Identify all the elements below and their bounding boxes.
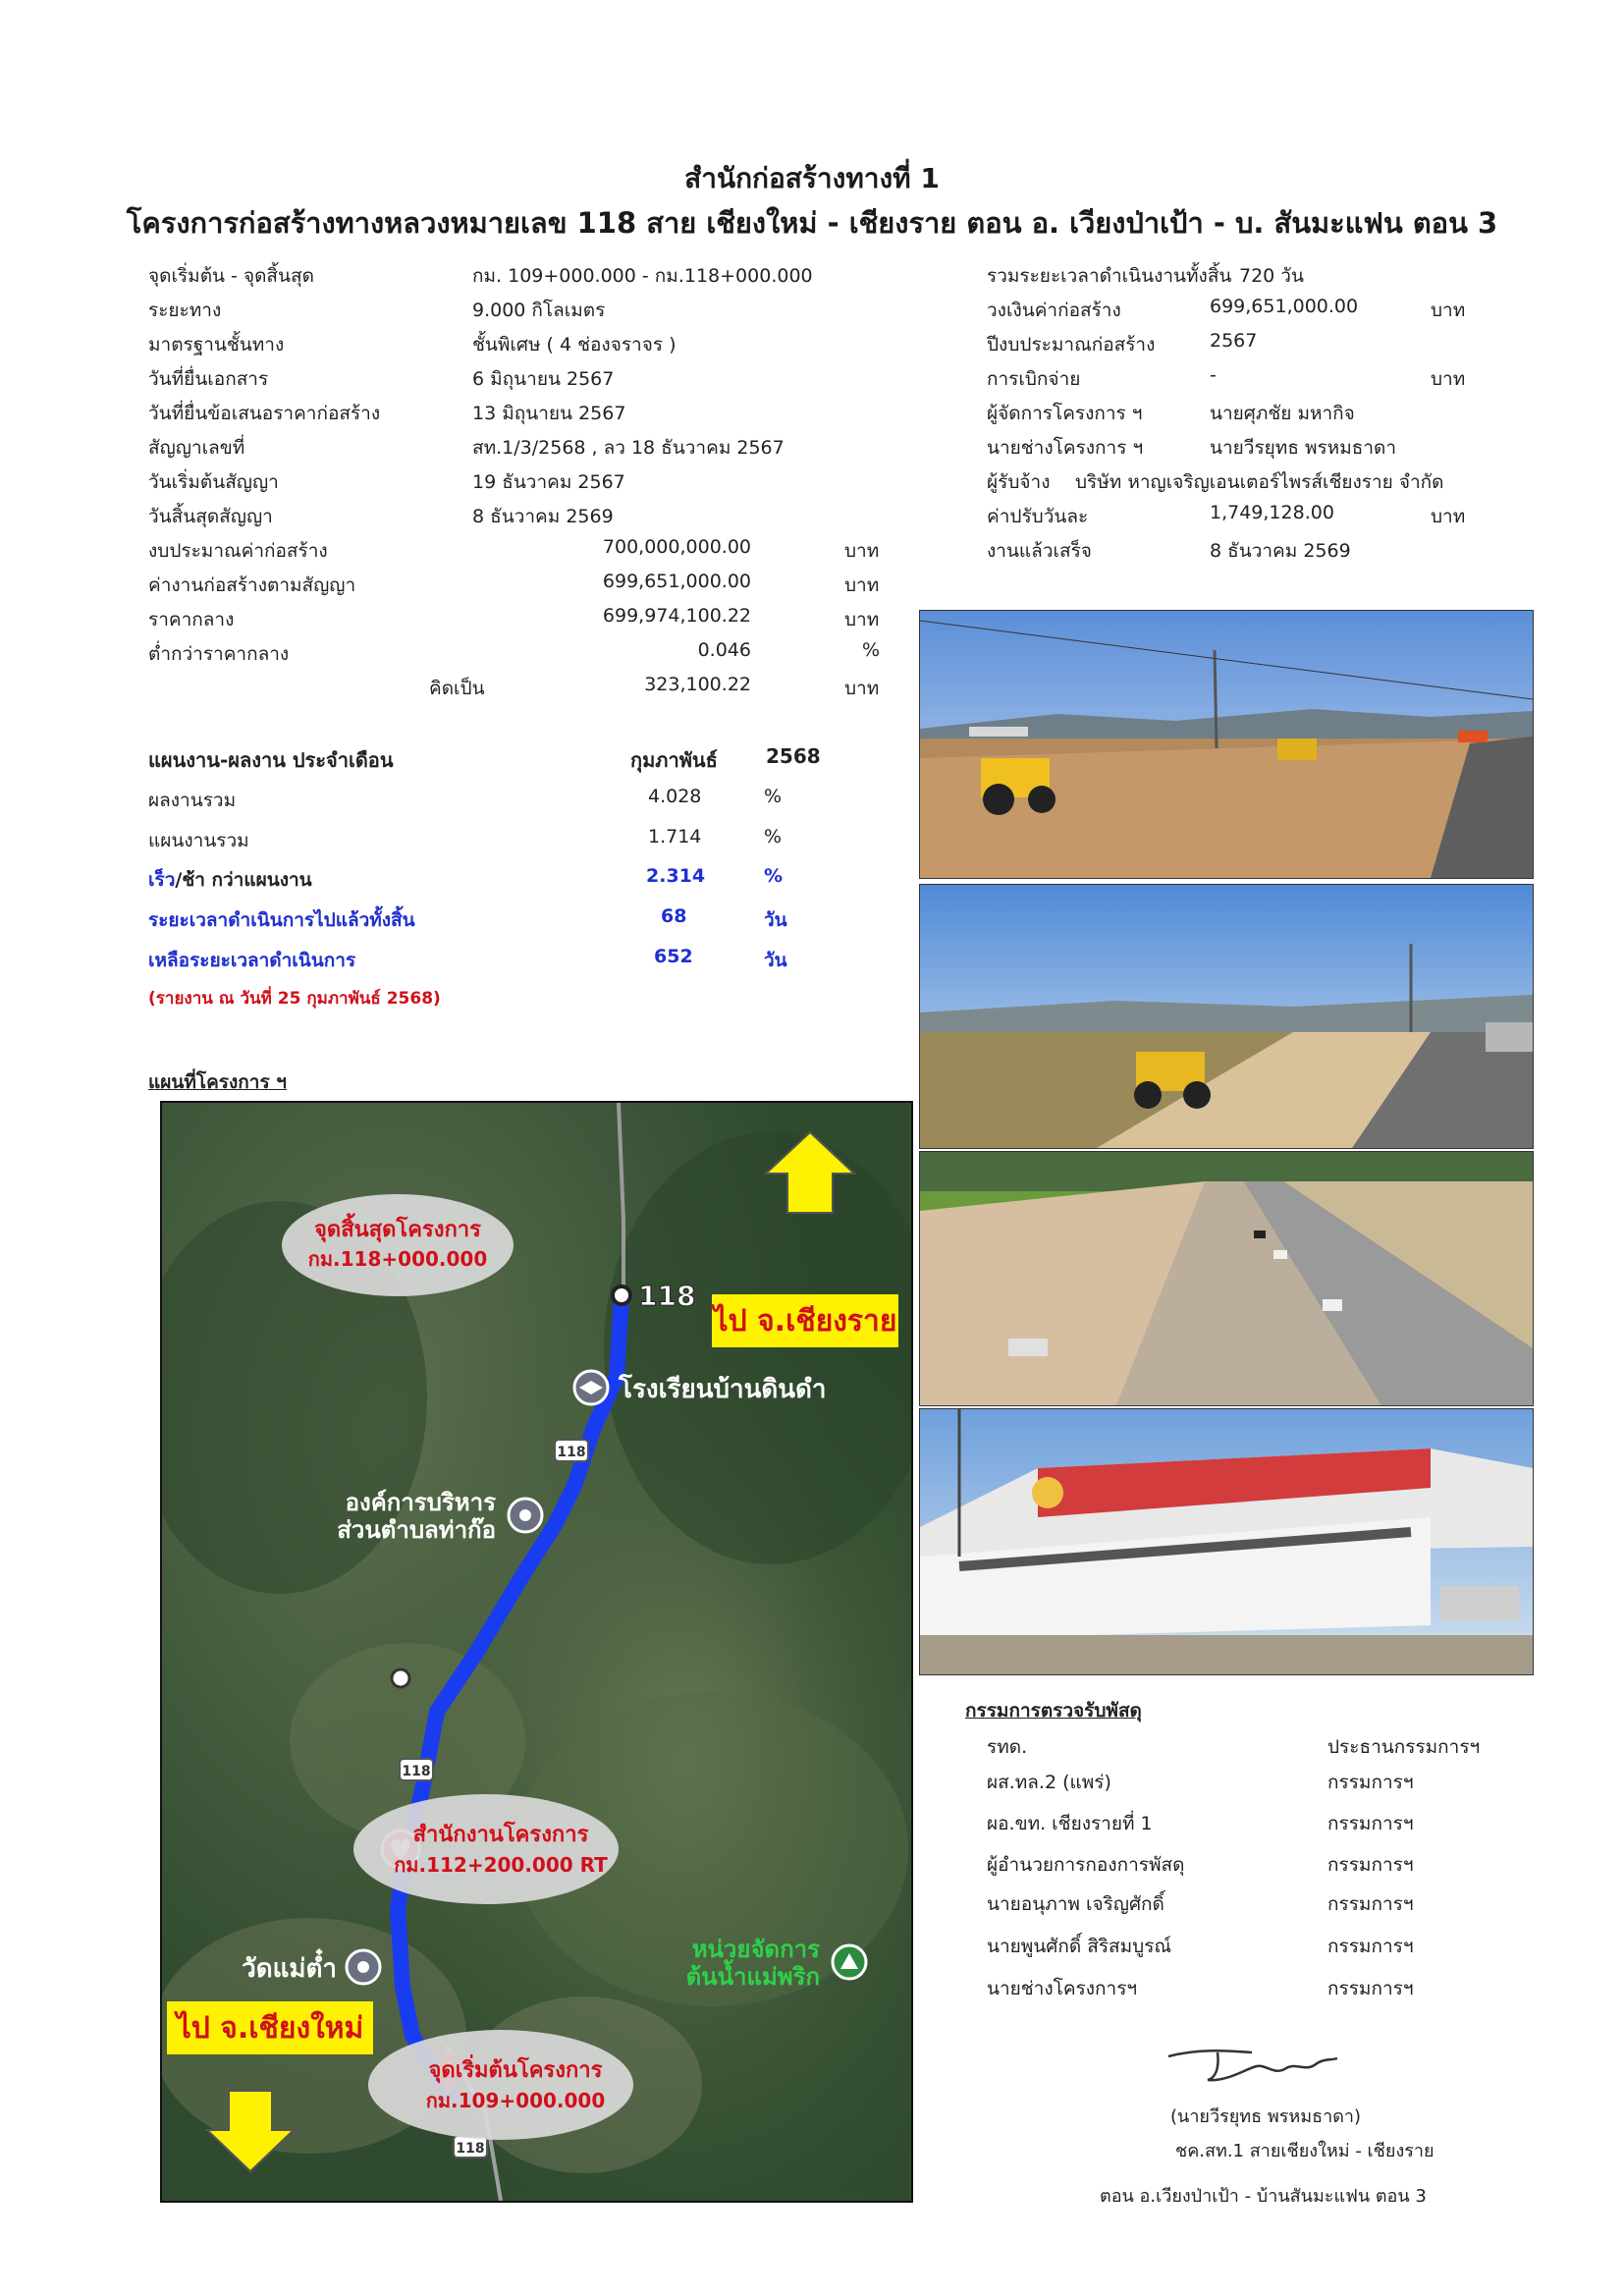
office-callout [353, 1794, 619, 1904]
info-right-unit: บาท [1431, 368, 1466, 390]
info-label: จุดเริ่มต้น - จุดสิ้นสุด [148, 265, 314, 287]
progress-value: 1.714 [648, 826, 702, 847]
budget-value: 700,000,000.00 [602, 536, 751, 558]
progress-unit: % [764, 786, 783, 807]
elapsed-value: 68 [661, 905, 687, 927]
info-right-label: ผู้รับจ้าง [987, 471, 1051, 493]
office-label: สำนักงานโครงการ [412, 1823, 589, 1847]
committee-member-name: ผส.ทล.2 (แพร่) [987, 1772, 1111, 1793]
committee-member-name: รทด. [987, 1736, 1028, 1758]
budget-equiv-unit: บาท [844, 678, 880, 699]
info-value: 6 มิถุนายน 2567 [472, 368, 615, 390]
to-south-label: ไป จ.เชียงใหม่ [176, 2011, 364, 2046]
info-right-unit: บาท [1431, 300, 1466, 321]
info-right-value: นายศุภชัย มหากิจ [1210, 403, 1355, 424]
remaining-value: 652 [654, 946, 693, 967]
sao-label-1: องค์การบริหาร [345, 1489, 496, 1516]
progress-value: 4.028 [648, 786, 702, 807]
committee-member-role: กรรมการฯ [1327, 1978, 1414, 1999]
end-point-marker [613, 1286, 630, 1304]
info-value: สท.1/3/2568 , ลว 18 ธันวาคม 2567 [472, 437, 785, 459]
info-right-label: งานแล้วเสร็จ [987, 540, 1092, 562]
progress-year: 2568 [766, 744, 821, 768]
progress-month: กุมภาพันธ์ [630, 748, 718, 772]
budget-unit: บาท [844, 540, 880, 562]
info-label: วันเริ่มต้นสัญญา [148, 471, 279, 493]
ahead-unit: % [764, 865, 784, 887]
info-value: 19 ธันวาคม 2567 [472, 471, 625, 493]
site-photo-1 [919, 610, 1534, 879]
budget-unit: บาท [844, 574, 880, 596]
committee-member-name: นายช่างโครงการฯ [987, 1978, 1138, 1999]
remaining-label: เหลือระยะเวลาดำเนินการ [148, 950, 356, 971]
budget-label: ราคากลาง [148, 609, 235, 630]
budget-unit: บาท [844, 609, 880, 630]
budget-label: ต่ำกว่าราคากลาง [148, 643, 290, 665]
info-label: วันที่ยื่นข้อเสนอราคาก่อสร้าง [148, 403, 381, 424]
info-value: 9.000 กิโลเมตร [472, 300, 606, 321]
signature-name: (นายวีรยุทธ พรหมธาดา) [1170, 2106, 1362, 2127]
info-right-value: 699,651,000.00 [1210, 296, 1359, 317]
budget-label: งบประมาณค่าก่อสร้าง [148, 540, 328, 562]
ahead-label-rest: /ช้า กว่าแผนงาน [175, 869, 312, 891]
school-label: โรงเรียนบ้านดินดำ [619, 1375, 827, 1404]
committee-heading: กรรมการตรวจรับพัสดุ [965, 1700, 1142, 1722]
forest-label-2: ต้นน้ำแม่พริก [685, 1963, 820, 1991]
start-label: จุดเริ่มต้นโครงการ [428, 2058, 603, 2083]
info-right-value: นายวีรยุทธ พรหมธาดา [1210, 437, 1397, 459]
to-north-label: ไป จ.เชียงราย [713, 1304, 897, 1339]
signature-position: ชค.สท.1 สายเชียงใหม่ - เชียงราย [1175, 2141, 1435, 2161]
budget-value: 699,974,100.22 [602, 605, 751, 627]
ahead-value: 2.314 [646, 865, 706, 887]
signature-section: ตอน อ.เวียงป่าเป้า - บ้านสันมะแฟน ตอน 3 [1100, 2186, 1427, 2207]
info-value: ชั้นพิเศษ ( 4 ช่องจราจร ) [472, 334, 677, 355]
budget-unit: % [862, 639, 881, 661]
info-right-value: 8 ธันวาคม 2569 [1210, 540, 1351, 562]
start-km: กม.109+000.000 [425, 2089, 606, 2112]
budget-equiv-label: คิดเป็น [429, 678, 485, 699]
progress-label: แผนงานรวม [148, 830, 249, 851]
poi-dot [392, 1669, 409, 1687]
project-map [160, 1101, 913, 2203]
committee-member-name: ผอ.ขท. เชียงรายที่ 1 [987, 1813, 1153, 1834]
info-right-label: นายช่างโครงการ ฯ [987, 437, 1144, 459]
info-right-value: 720 วัน [1239, 265, 1304, 287]
temple-label: วัดแม่ต๋ำ [242, 1954, 337, 1984]
info-right-value: บริษัท หาญเจริญเอนเตอร์ไพรส์เชียงราย จำกัด [1075, 471, 1444, 493]
committee-member-role: ประธานกรรมการฯ [1327, 1736, 1481, 1758]
elapsed-label: ระยะเวลาดำเนินการไปแล้วทั้งสิ้น [148, 909, 415, 931]
start-callout [368, 2030, 633, 2140]
info-right-value: 1,749,128.00 [1210, 502, 1334, 523]
committee-member-name: ผู้อำนวยการกองการพัสดุ [987, 1854, 1185, 1876]
info-value: กม. 109+000.000 - กม.118+000.000 [472, 265, 813, 287]
info-label: สัญญาเลขที่ [148, 437, 245, 459]
route-shield-1-label: 118 [557, 1445, 586, 1460]
info-label: มาตรฐานชั้นทาง [148, 334, 285, 355]
route-shield-3-label: 118 [456, 2141, 485, 2157]
progress-unit: % [764, 826, 783, 847]
info-label: ระยะทาง [148, 300, 222, 321]
committee-member-name: นายพูนศักดิ์ สิริสมบูรณ์ [987, 1936, 1172, 1957]
ahead-label [148, 865, 312, 895]
office-title: สำนักก่อสร้างทางที่ 1 [684, 162, 940, 194]
info-right-label: การเบิกจ่าย [987, 368, 1081, 390]
report-date: (รายงาน ณ วันที่ 25 กุมภาพันธ์ 2568) [148, 989, 441, 1009]
info-right-value: 2567 [1210, 330, 1258, 352]
end-callout [282, 1194, 514, 1296]
budget-label: ค่างานก่อสร้างตามสัญญา [148, 574, 356, 596]
end-km: กม.118+000.000 [307, 1247, 488, 1271]
info-right-label: รวมระยะเวลาดำเนินงานทั้งสิ้น [987, 265, 1232, 287]
info-label: วันสิ้นสุดสัญญา [148, 506, 273, 527]
project-title: โครงการก่อสร้างทางหลวงหมายเลข 118 สาย เชียงใหม่ - เชียงราย ตอน อ. เวียงป่าเป้า - บ. สันมะแฟน ตอน 3 [126, 206, 1498, 240]
info-right-label: ปีงบประมาณก่อสร้าง [987, 334, 1156, 355]
committee-member-role: กรรมการฯ [1327, 1893, 1414, 1915]
info-right-unit: บาท [1431, 506, 1466, 527]
route-shield-2-label: 118 [402, 1764, 431, 1779]
site-photo-3 [919, 1151, 1534, 1406]
site-photo-2 [919, 884, 1534, 1149]
info-right-value: - [1210, 364, 1217, 386]
budget-value: 0.046 [697, 639, 751, 661]
budget-value: 699,651,000.00 [602, 571, 751, 592]
progress-label: ผลงานรวม [148, 790, 237, 811]
route-number: 118 [638, 1280, 696, 1312]
site-photo-4 [919, 1408, 1534, 1675]
info-value: 13 มิถุนายน 2567 [472, 403, 626, 424]
committee-member-role: กรรมการฯ [1327, 1936, 1414, 1957]
map-heading: แผนที่โครงการ ฯ [148, 1071, 287, 1093]
progress-heading: แผนงาน-ผลงาน ประจำเดือน [148, 748, 394, 772]
info-right-label: ค่าปรับวันละ [987, 506, 1089, 527]
committee-member-role: กรรมการฯ [1327, 1854, 1414, 1876]
ahead-label-fast: เร็ว [148, 869, 176, 891]
map-canvas [162, 1103, 911, 2201]
committee-member-name: นายอนุภาพ เจริญศักดิ์ [987, 1893, 1164, 1915]
sao-label-2: ส่วนตำบลท่าก๊อ [337, 1516, 496, 1544]
end-label: จุดสิ้นสุดโครงการ [314, 1218, 481, 1242]
elapsed-unit: วัน [764, 909, 787, 931]
info-right-label: ผู้จัดการโครงการ ฯ [987, 403, 1143, 424]
budget-equiv-value: 323,100.22 [644, 674, 751, 695]
info-right-label: วงเงินค่าก่อสร้าง [987, 300, 1121, 321]
remaining-unit: วัน [764, 950, 787, 971]
forest-label-1: หน่วยจัดการ [691, 1936, 820, 1963]
committee-member-role: กรรมการฯ [1327, 1813, 1414, 1834]
office-km: กม.112+200.000 RT [394, 1853, 608, 1877]
committee-member-role: กรรมการฯ [1327, 1772, 1414, 1793]
signature-mark [1159, 2039, 1345, 2088]
info-label: วันที่ยื่นเอกสาร [148, 368, 269, 390]
info-value: 8 ธันวาคม 2569 [472, 506, 614, 527]
